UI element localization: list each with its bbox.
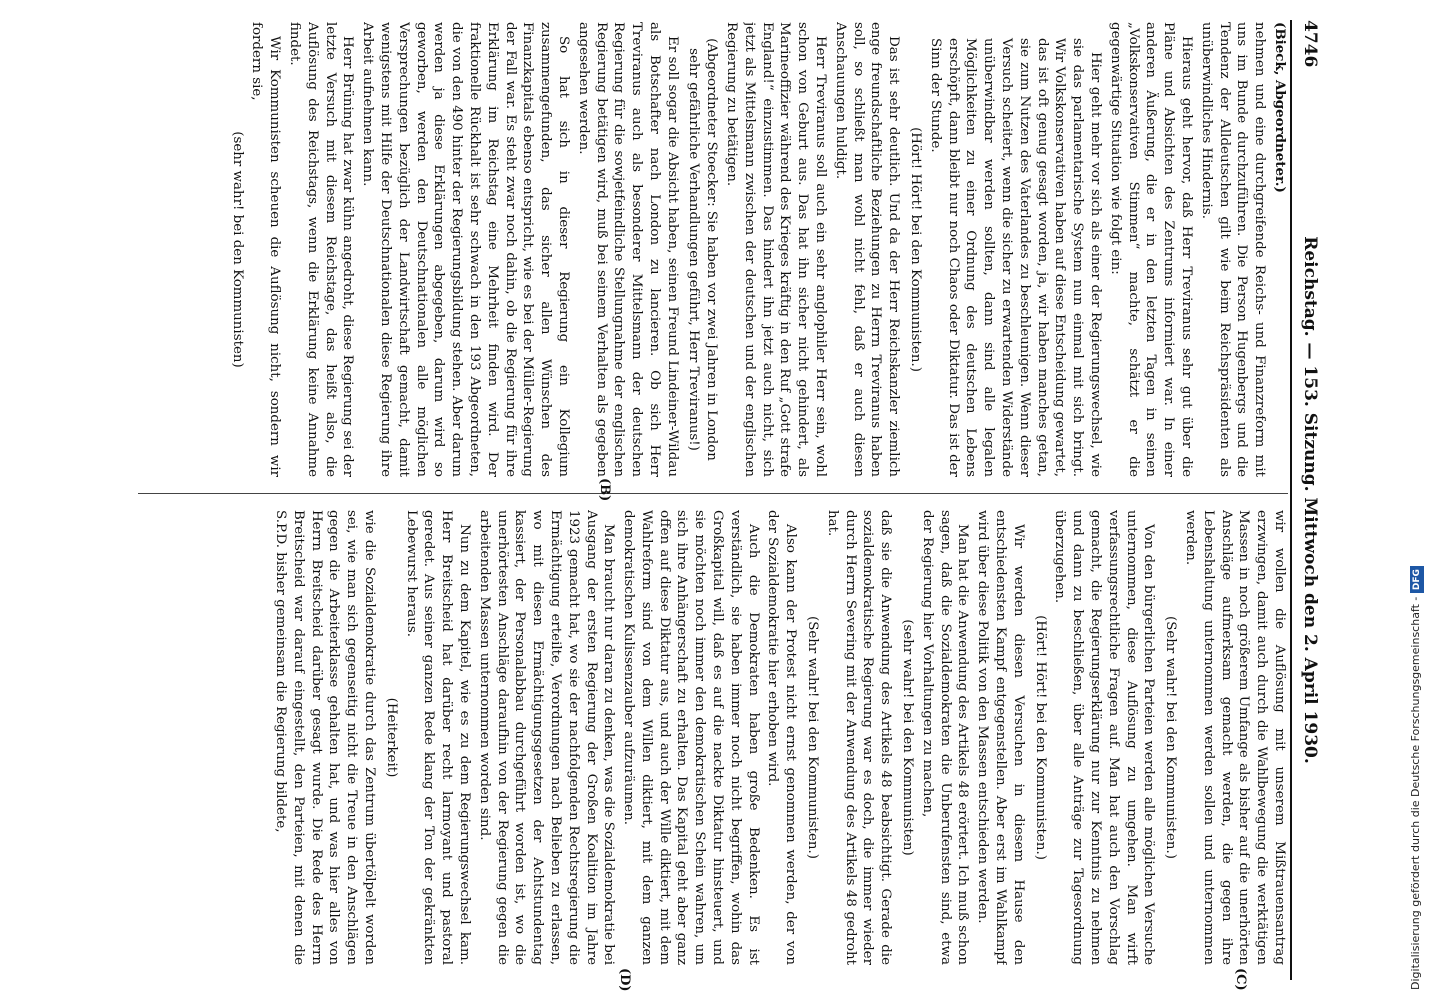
paragraph: Hieraus geht hervor, daß Herr Treviranus sehr gut über die Pläne und Absichten des Zentrums informiert war. In einer anderen Äußerung, die er in den letzten Tagen in seinen „Volkskonservativen Stimmen“ machte, schätzt er die gegenwärtige Situation wie folgt ein:: [1107, 22, 1195, 477]
paragraph: nehmen und eine durchgreifende Reichs- und Finanzreform mit uns im Bunde durchzuführen. Die Person Hugenbergs und die Tendenz der Alldeutschen gilt wie beim Reichspräsidenten als unüberwindliches Hindernis.: [1198, 22, 1268, 477]
interjection: (Abgeordneter Stoecker: Sie haben vor zwei Jahren in London sehr gefährliche Verhandlungen geführt, Herr Treviranus!): [686, 38, 720, 461]
header-rule: [1290, 20, 1292, 980]
page-header: [1294, 20, 1324, 980]
paragraph: Man hat die Anwendung des Artikels 48 erörtert. Ich muß schon sagen, daß die Sozialdemokraten die Unberufensten sind, etwa der Regierung hier Vorhaltungen zu machen,: [919, 510, 971, 965]
paragraph: Er soll sogar die Absicht haben, seinen Freund Lindeiner-Wildau als Botschafter nach London zu lancieren. Ob sich Herr Treviranus auch als besonderer Mittelsmann der deutschen Regierung für die sowjetfeindliche Stellungnahme der englischen Regierung betätigen wird, muß bei seinem Verhalten als gegeben angesehen werden.: [575, 22, 680, 477]
paragraph: Nun zu dem Kapitel, wie es zu dem Regierungswechsel kam. Herr Breitscheid hat darüber recht larmoyant und pastoral geredet. Aus seiner ganzen Rede klang der Ton der gekränkten Lebewurst heraus.: [403, 510, 472, 965]
quotation: Hier geht mehr vor sich als einer der Regierungswechsel, wie sie das parlamentarische System nun einmal mit sich bringt. Wir Volkskonservativen haben auf diese Entscheidung gewartet, das ist oft genug gesagt worden, ja, wir haben manches getan, sie zum Nutzen des Vaterlandes zu beschleunigen. Wenn dieser Versuch scheitert, wenn die sicher zu erwartenden Widerstände unüberwindbar werden sollten, dann sind alle legalen Möglichkeiten zu einer Ordnung des deutschen Lebens erschöpft, dann bleibt nur noch Chaos oder Diktatur. Das ist der Sinn der Stunde.: [927, 38, 1104, 477]
paragraph: Man braucht nur daran zu denken, was die Sozialdemokratie bei Ausgang der ersten Regierung der Großen Koalition im Jahre 1923 gemacht hat, wo sie der nachfolgenden Rechtsregierung die Ermächtigung erteilte, Verordnungen nach Belieben zu erlassen, wo mit diesen Ermächtigungsgesetzen der Achtstundentag kassiert, der Personalabbau durchgeführt worden ist, wo die unerhörtesten Anschläge daraufhin von der Regierung gegen die arbeitenden Massen unternommen worden sind.: [476, 510, 617, 965]
digitization-credit: [1404, 10, 1428, 990]
paragraph: Von den bürgerlichen Parteien werden alle möglichen Versuche unternommen, diese Auflösung zu umgehen. Man wirft verfassungsrechtliche Fragen auf. Man hat auch den Vorschlag gemacht, die Regierungserklärung nur zur Kenntnis zu nehmen und dann zu beschließen, über alle Anträge zur Tagesordnung überzugehen.: [1052, 510, 1157, 965]
margin-marker-b: (B): [597, 478, 612, 502]
interjection: (Sehr wahr! bei den Kommunisten.): [805, 615, 821, 860]
interjection: (Hört! Hört! bei den Kommunisten.): [1032, 615, 1048, 860]
interjection: (Heiterkeit): [383, 697, 399, 778]
page-number: 4746: [1300, 20, 1320, 68]
margin-marker-d: (D): [617, 968, 632, 992]
paragraph: Das ist sehr deutlich. Und da der Herr Reichskanzler ziemlich enge freundschaftliche Beziehungen zu Herrn Treviranus haben soll, so schließt man wohl nicht fehl, daß er auch diesen Anschauungen huldigt.: [832, 22, 902, 477]
interjection: (sehr wahr! bei den Kommunisten): [229, 131, 245, 368]
scanned-page: [82, 0, 1332, 1000]
margin-marker-c: (C): [1233, 968, 1248, 991]
interjection: (sehr wahr! bei den Kommunisten): [900, 619, 916, 856]
column-divider: [138, 493, 1288, 494]
paragraph: Wir Kommunisten scheuen die Auflösung nicht, sondern wir fordern sie,: [249, 22, 283, 477]
right-column: [138, 510, 1288, 965]
running-head: Reichstag. — 153. Sitzung. Mittwoch den 2. April 1930.: [1300, 236, 1320, 764]
paragraph: Wir werden diesen Versuchen in diesem Hause den entschiedensten Kampf entgegenstellen. Aber erst im Wahlkampf wird über diese Politik von den Massen entschieden werden.: [975, 510, 1026, 965]
paragraph: wir wollen die Auflösung mit unserem Mißtrauensantrag erzwingen, damit auch durch die Wahlbewegung die werktätigen Massen in noch größerem Umfange als bisher auf die unerhörten Anschläge aufmerksam gemacht werden, die gegen ihre Lebenshaltung unternommen werden sollen und unternommen werden.: [1183, 510, 1287, 965]
paragraph: Herr Treviranus soll auch ein sehr anglophiler Herr sein, wohl schon von Geburt aus. Das hat ihn sicher nicht gehindert, als Marineoffizier während des Krieges kräftig in den Ruf „Gott strafe England!“ einzustimmen. Das hindert ihn jetzt auch nicht, sich jetzt als Mittelsmann zwischen der deutschen und der englischen Regierung zu betätigen.: [724, 22, 829, 477]
interjection: (Hört! Hört! bei den Kommunisten.): [908, 127, 924, 372]
paragraph: wie die Sozialdemokratie durch das Zentrum übertölpelt worden sei, wie man sich gegenseitig nicht die Treue in den Anschlägen gegen die Arbeiterklasse gehalten hat, und was hier alles von Herrn Breitscheid darüber gesagt wurde. Die Rede des Herrn Breitscheid war darauf eingestellt, den Parteien, mit denen die S.P.D. bisher gemeinsam die Regierung bildete,: [272, 510, 377, 965]
interjection: (Sehr wahr! bei den Kommunisten.): [1163, 615, 1179, 860]
speaker-note: (Bieck, Abgeordneter.): [1272, 22, 1288, 193]
dfg-logo: DFG: [1410, 566, 1424, 593]
paragraph: Herr Brüning hat zwar kühn angedroht, diese Regierung sei der letzte Versuch mit diesem Reichstage, das heißt also, die Auflösung des Reichstags, wenn die Erklärung keine Annahme findet.: [286, 22, 356, 477]
paragraph: So hat sich in dieser Regierung ein Kollegium zusammengefunden, das sicher allen Wünschen des Finanzkapitals ebenso entspricht, wie es bei der Müller-Regierung der Fall war. Es steht zwar noch dahin, ob die Regierung für ihre Erklärung im Reichstag eine Mehrheit finden wird. Der fraktionelle Rückhalt ist sehr schwach in den 193 Abgeordneten, die von den 490 hinter der Regierungsbildung stehen. Aber darum werden ja diese Erklärungen abgegeben, darum wird so geworben, werden den Deutschnationalen alle möglichen Versprechungen bezüglich der Landwirtschaft gemacht, damit wenigstens mit Hilfe der Deutschnationalen diese Regierung ihre Arbeit aufnehmen kann.: [360, 22, 571, 477]
paragraph: Auch die Demokraten haben große Bedenken. Es ist verständlich, sie haben immer noch nicht begriffen, wohin das Großkapital will, daß es auf die nackte Diktatur hinsteuert, und sie möchten noch immer den demokratischen Schein wahren, um sich ihre Anhängerschaft zu erhalten. Das Kapital geht aber ganz offen auf diese Diktatur aus, und auch der Wille diktiert, mit dem Wahlreform sind von dem Willen diktiert, mit dem ganzen demokratischen Kulissenzauber aufzuräumen.: [621, 510, 761, 965]
paragraph: daß sie die Anwendung des Artikels 48 beabsichtigt. Gerade die sozialdemokratische Regierung war es doch, die immer wieder durch Herrn Severing mit der Anwendung des Artikels 48 gedroht hat.: [824, 510, 894, 965]
left-column: [138, 22, 1288, 477]
credit-text: Digitalisierung gefördert durch die Deutsche Forschungsgemeinschaft -: [1409, 596, 1422, 990]
paragraph: Also kann der Protest nicht ernst genommen werden, der von der Sozialdemokratie hier erhoben wird.: [765, 510, 799, 965]
